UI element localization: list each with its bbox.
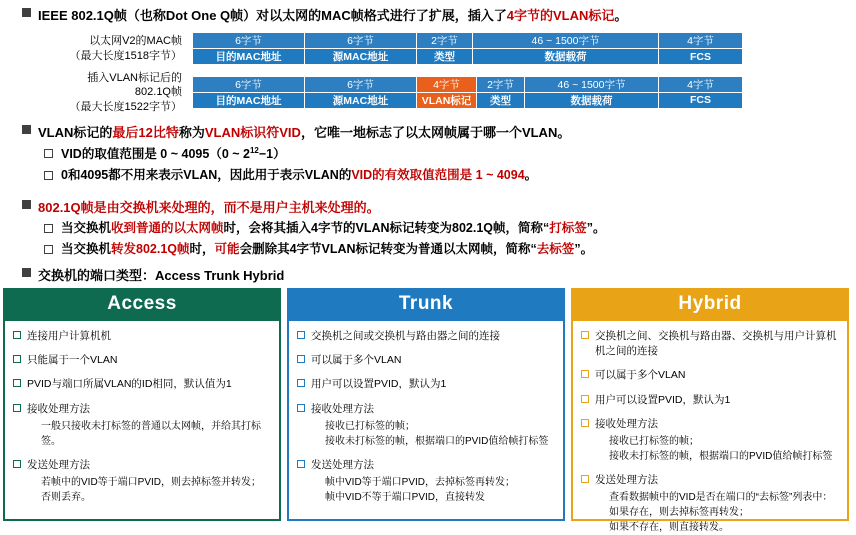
- section1-sub2: [44, 168, 842, 184]
- section-vid: [22, 125, 842, 184]
- list-item: [297, 402, 555, 449]
- item-text: 发送处理方法: [27, 458, 90, 471]
- checkbox-icon: [581, 419, 589, 427]
- item-detail: 接收已打标签的帧； 接收未打标签的帧，根据端口的PVID值给帧打标签: [609, 436, 833, 463]
- list-item: [13, 402, 271, 449]
- s2-sub2-hl1: 转发802.1Q帧: [111, 241, 190, 256]
- frame2-hdr-cell: 6字节: [305, 76, 417, 92]
- list-item: [581, 417, 839, 464]
- item-text: 接收处理方法: [311, 402, 374, 415]
- frame2-hdr-cell: 6字节: [193, 76, 305, 92]
- s2-sub1-mid: 时，会将其插入4字节的VLAN标记转变为802.1Q帧，简称“: [223, 221, 550, 236]
- frame2-cell: 数据载荷: [525, 92, 659, 108]
- frame1-label-line2: （最大长度1518字节）: [69, 49, 182, 62]
- item-detail: 帧中VID等于端口PVID，去掉标签再转发； 帧中VID不等于端口PVID，直接转发: [325, 477, 516, 504]
- frame1-hdr-cell: 6字节: [193, 33, 305, 49]
- frame-diagrams: [52, 32, 842, 120]
- item-text: PVID与端口所属VLAN的ID相同，默认值为1: [27, 378, 232, 391]
- checkbox-icon: [297, 355, 305, 363]
- column-access-title: Access: [3, 288, 281, 321]
- column-access: [3, 288, 281, 521]
- s1-sub1-post: −1）: [258, 147, 286, 162]
- s2-sub1-hl1: 收到普通的以太网帧: [111, 221, 224, 236]
- s1-sub1-sup: 12: [249, 146, 259, 156]
- intro-text-post: 。: [614, 8, 628, 23]
- frame1-table: [192, 32, 743, 65]
- s2-sub2-post: ”。: [574, 241, 594, 256]
- list-item: [13, 329, 271, 344]
- item-text: 连接用户计算机机: [27, 330, 111, 342]
- checkbox-icon: [44, 224, 53, 233]
- s2-sub2-hl2: 可能: [214, 241, 240, 256]
- ports-line: [22, 268, 842, 284]
- frame2-hdr-cell: 2字节: [477, 76, 525, 92]
- list-item: [13, 377, 271, 392]
- bullet-square-icon: [22, 268, 31, 277]
- frame2-cell: 源MAC地址: [305, 92, 417, 108]
- s1-sub2-hl: VID的有效取值范围是 1 ~ 4094: [351, 168, 525, 183]
- s2-sub1-pre: 当交换机: [61, 221, 112, 236]
- s1-mid: 称为: [178, 125, 205, 140]
- s2-heading-text: 802.1Q帧是由交换机来处理的，而不是用户主机来处理的。: [38, 200, 380, 215]
- frame1-cell: 类型: [417, 49, 473, 65]
- frame2-label-line2: （最大长度1522字节）: [69, 100, 182, 113]
- frame1-hdr-cell: 2字节: [417, 33, 473, 49]
- s1-hl2: VLAN标识符VID: [204, 125, 301, 140]
- s2-sub1-hl2: 打标签: [549, 221, 587, 236]
- item-detail: 一般只接收未打标签的普通以太网帧，并给其打标签。: [41, 420, 261, 447]
- list-item: [581, 368, 839, 383]
- list-item: [581, 329, 839, 359]
- list-item: [297, 329, 555, 344]
- intro-highlight: 4字节的VLAN标记: [506, 8, 615, 23]
- list-item: [297, 353, 555, 368]
- item-text: 接收处理方法: [27, 402, 90, 415]
- item-text: 只能属于一个VLAN: [27, 354, 118, 367]
- checkbox-icon: [581, 370, 589, 378]
- frame1-cell: 源MAC地址: [305, 49, 417, 65]
- frame1-body-row: [193, 49, 743, 65]
- checkbox-icon: [44, 171, 53, 180]
- frame-ethernet-v2: [52, 32, 842, 65]
- item-text: 发送处理方法: [595, 474, 658, 487]
- s1-sub2-post: 。: [524, 168, 538, 183]
- checkbox-icon: [13, 379, 21, 387]
- section1-heading: [22, 125, 842, 141]
- s1-sub1-pre: VID的取值范围是 0 ~ 4095（0 ~ 2: [61, 147, 250, 162]
- intro-text-pre: IEEE 802.1Q帧（也称Dot One Q帧）对以太网的MAC帧格式进行了扩展，插入了: [38, 8, 507, 23]
- s1-pre: VLAN标记的: [38, 125, 113, 140]
- item-text: 用户可以设置PVID，默认为1: [595, 393, 731, 406]
- s1-end: ，它唯一地标志了以太网帧属于哪一个VLAN。: [300, 125, 571, 140]
- list-item: [581, 393, 839, 408]
- item-text: 可以属于多个VLAN: [595, 369, 686, 382]
- item-text: 接收处理方法: [595, 417, 658, 430]
- frame1-cell: 数据载荷: [473, 49, 659, 65]
- frame1-label-line1: 以太网V2的MAC帧: [89, 35, 182, 48]
- checkbox-icon: [297, 331, 305, 339]
- list-item: [297, 377, 555, 392]
- section2-sub1: [44, 221, 842, 237]
- s1-hl1: 最后12比特: [112, 125, 179, 140]
- bullet-square-icon: [22, 8, 31, 17]
- checkbox-icon: [581, 395, 589, 403]
- frame2-body-row: [193, 92, 743, 108]
- column-hybrid: [571, 288, 849, 534]
- s1-sub2-pre: 0和4095都不用来表示VLAN，因此用于表示VLAN的: [61, 168, 352, 183]
- checkbox-icon: [581, 475, 589, 483]
- list-item: [13, 353, 271, 368]
- checkbox-icon: [44, 149, 53, 158]
- checkbox-icon: [297, 404, 305, 412]
- frame1-hdr-cell: 4字节: [659, 33, 743, 49]
- checkbox-icon: [44, 245, 53, 254]
- frame1-hdr-cell: 46 ~ 1500字节: [473, 33, 659, 49]
- column-trunk-title: Trunk: [287, 288, 565, 321]
- frame1-cell: FCS: [659, 49, 743, 65]
- frame2-table: [192, 76, 743, 109]
- checkbox-icon: [297, 460, 305, 468]
- checkbox-icon: [13, 404, 21, 412]
- list-item: [581, 473, 839, 535]
- frame-8021q: [52, 71, 842, 114]
- ports-line-text: 交换机的端口类型：Access Trunk Hybrid: [38, 268, 285, 283]
- list-item: [297, 458, 555, 505]
- frame2-cell: FCS: [659, 92, 743, 108]
- checkbox-icon: [13, 460, 21, 468]
- item-detail: 查看数据帧中的VID是否在端口的“去标签”列表中： 如果存在，则去掉标签再转发； 如果不存在，则直接转发。: [609, 492, 833, 534]
- section1-sub1: [44, 146, 842, 163]
- checkbox-icon: [581, 331, 589, 339]
- item-text: 交换机之间或交换机与路由器之间的连接: [311, 330, 500, 342]
- frame2-cell: 类型: [477, 92, 525, 108]
- section2-sub2: [44, 242, 842, 258]
- bullet-square-icon: [22, 125, 31, 134]
- intro-line: [22, 8, 842, 24]
- frame1-hdr-cell: 6字节: [305, 33, 417, 49]
- s2-sub2-hl3: 去标签: [536, 241, 575, 256]
- item-detail: 若帧中的VID等于端口PVID，则去掉标签并转发； 否则丢弃。: [41, 477, 262, 504]
- checkbox-icon: [13, 355, 21, 363]
- frame2-header-row: [193, 76, 743, 92]
- frame1-cell: 目的MAC地址: [193, 49, 305, 65]
- column-hybrid-title: Hybrid: [571, 288, 849, 321]
- item-text: 发送处理方法: [311, 458, 374, 471]
- s2-sub2-mid2: 会删除其4字节VLAN标记转变为普通以太网帧，简称“: [239, 241, 537, 256]
- frame2-label-line1: 插入VLAN标记后的802.1Q帧: [87, 72, 182, 99]
- s2-sub2-pre: 当交换机: [61, 241, 112, 256]
- frame2-cell-vlan-tag: VLAN标记: [417, 92, 477, 108]
- section-8021q-switch: [22, 200, 842, 258]
- frame2-cell: 目的MAC地址: [193, 92, 305, 108]
- s2-sub1-post: ”。: [586, 221, 606, 236]
- item-text: 交换机之间、交换机与路由器、交换机与用户计算机机之间的连接: [595, 330, 837, 358]
- bullet-square-icon: [22, 200, 31, 209]
- frame2-hdr-cell: 4字节: [659, 76, 743, 92]
- s2-sub2-mid: 时，: [189, 241, 215, 256]
- port-type-columns: [3, 288, 853, 534]
- checkbox-icon: [297, 379, 305, 387]
- frame2-hdr-cell: 46 ~ 1500字节: [525, 76, 659, 92]
- item-text: 可以属于多个VLAN: [311, 354, 402, 367]
- frame2-hdr-cell-vlan: 4字节: [417, 76, 477, 92]
- frame1-header-row: [193, 33, 743, 49]
- section2-heading: [22, 200, 842, 216]
- item-text: 用户可以设置PVID，默认为1: [311, 378, 447, 391]
- column-trunk: [287, 288, 565, 521]
- list-item: [13, 458, 271, 505]
- checkbox-icon: [13, 331, 21, 339]
- item-detail: 接收已打标签的帧； 接收未打标签的帧，根据端口的PVID值给帧打标签: [325, 420, 549, 447]
